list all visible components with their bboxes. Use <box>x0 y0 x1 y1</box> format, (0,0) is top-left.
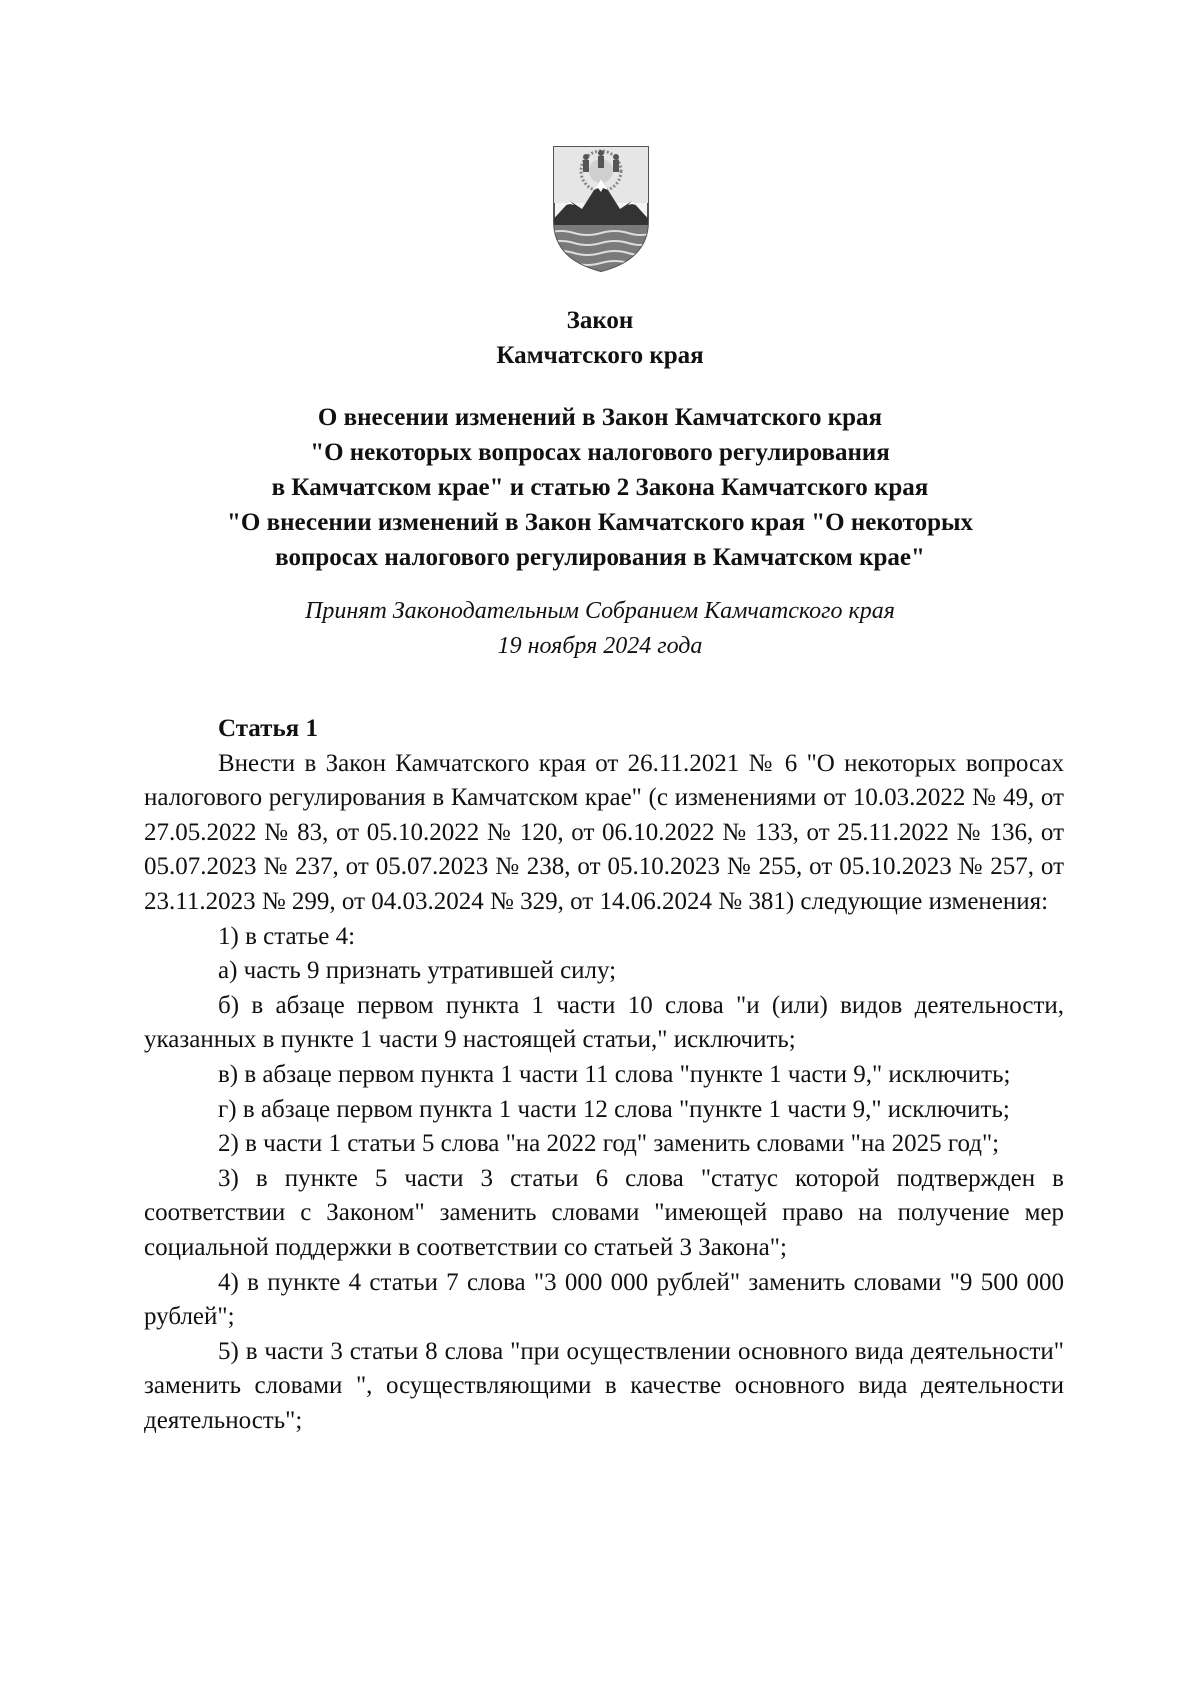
adoption-body: Принят Законодательным Собранием Камчатского края <box>305 598 895 624</box>
law-subject <box>100 400 1100 575</box>
article-heading: Статья 1 <box>218 715 318 742</box>
article-paragraph: Внести в Закон Камчатского края от 26.11.2021 № 6 "О некоторых вопросах налогового регулирования в Камчатском крае" (с изменениями от 10.03.2022 № 49, от 27.05.2022 № 83, от 05.10.2022 № 120, от 06.10.2022 № 133, от 25.11.2022 № 136, от 05.07.2023 № 237, от 05.07.2023 № 238, от 05.10.2023 № 255, от 05.10.2023 № 257, от 23.11.2023 № 299, от 04.03.2024 № 329, от 14.06.2024 № 381) следующие изменения: <box>144 749 1064 915</box>
subject-line: О внесении изменений в Закон Камчатского края <box>317 404 883 431</box>
article-paragraph: 1) в статье 4: <box>218 922 356 950</box>
law-region: Камчатского края <box>496 342 704 369</box>
article-paragraph: в) в абзаце первом пункта 1 части 11 слова "пункте 1 части 9," исключить; <box>218 1060 1011 1088</box>
article-paragraph: 5) в части 3 статьи 8 слова "при осуществлении основного вида деятельности" заменить словами ", осуществляющими в качестве основного вида деятельности деятельность"; <box>144 1337 1064 1434</box>
kamchatka-coat-of-arms-icon <box>548 143 654 275</box>
law-title <box>100 303 1100 373</box>
subject-line: в Камчатском крае" и статью 2 Закона Камчатского края <box>271 474 929 501</box>
subject-line: "О внесении изменений в Закон Камчатского края "О некоторых <box>227 509 973 536</box>
article-paragraph: 4) в пункте 4 статьи 7 слова "3 000 000 рублей" заменить словами "9 500 000 рублей"; <box>144 1268 1064 1331</box>
article-1 <box>144 712 1064 1438</box>
article-paragraph: б) в абзаце первом пункта 1 части 10 слова "и (или) видов деятельности, указанных в пункте 1 части 9 настоящей статьи," исключить; <box>144 991 1064 1054</box>
subject-line: "О некоторых вопросах налогового регулирования <box>310 439 890 466</box>
subject-line: вопросах налогового регулирования в Камчатском крае" <box>275 544 925 571</box>
article-paragraph: 2) в части 1 статьи 5 слова "на 2022 год" заменить словами "на 2025 год"; <box>218 1130 1000 1158</box>
article-paragraph: 3) в пункте 5 части 3 статьи 6 слова "статус которой подтвержден в соответствии с Законом" заменить словами "имеющей право на получение мер социальной поддержки в соответствии со статьей 3 Закона"; <box>144 1164 1064 1261</box>
adoption-note <box>100 594 1100 664</box>
adoption-date: 19 ноября 2024 года <box>497 633 703 659</box>
article-paragraph: г) в абзаце первом пункта 1 части 12 слова "пункте 1 части 9," исключить; <box>218 1095 1010 1123</box>
article-paragraph: а) часть 9 признать утратившей силу; <box>218 957 617 985</box>
law-label: Закон <box>566 307 634 334</box>
